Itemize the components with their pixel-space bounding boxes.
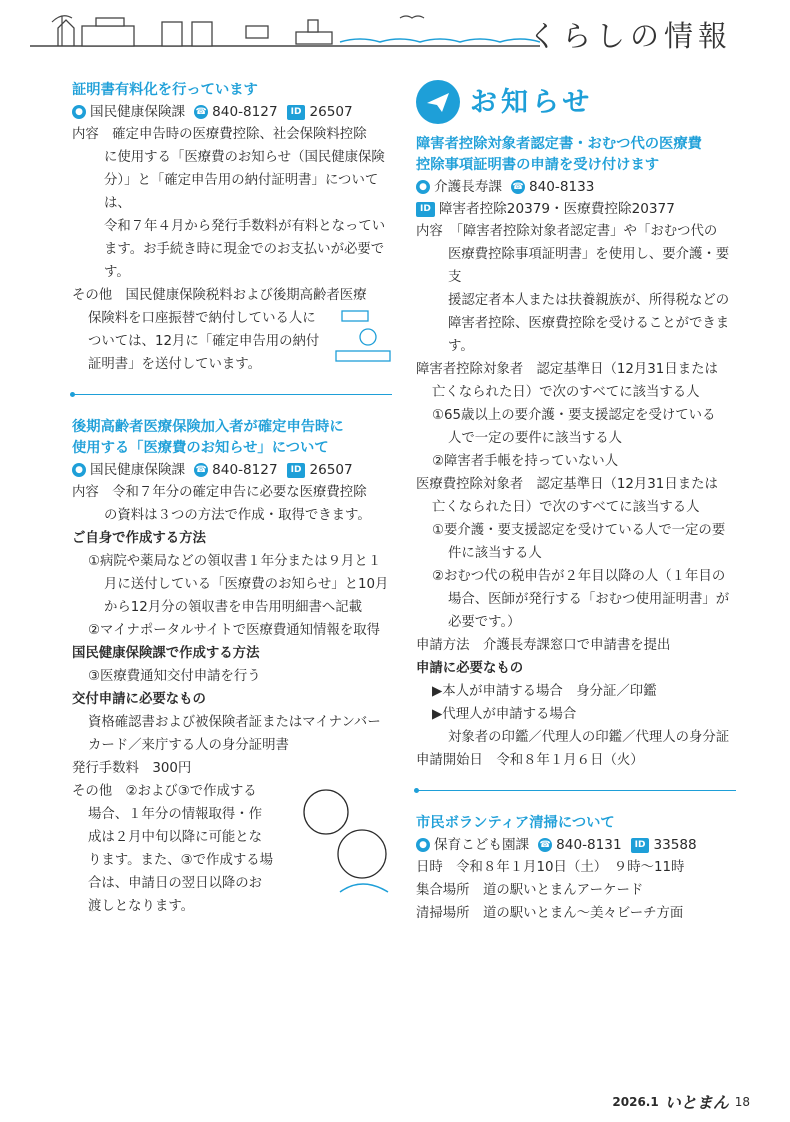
- list-item: 必要です。）: [448, 615, 521, 630]
- page-id: 26507: [309, 462, 353, 478]
- body-text: の資料は３つの方法で作成・取得できます。: [104, 508, 371, 523]
- phone-number[interactable]: 840-8131: [556, 837, 622, 853]
- phone-icon: ☎: [195, 465, 207, 475]
- body-text: 証明書」を送付しています。: [88, 357, 262, 372]
- body-text: 成は２月中旬以降に可能とな: [88, 830, 263, 845]
- body-text: 場合、１年分の情報取得・作: [88, 807, 263, 822]
- body-text: 日時 令和８年１月10日（土） ９時～11時: [416, 860, 685, 875]
- id-search-icon: ID: [631, 838, 650, 853]
- body-text: 援認定者本人または扶養親族が、所得税などの: [448, 293, 730, 308]
- phone-number[interactable]: 840-8127: [212, 104, 278, 120]
- list-item: ▶本人が申請する場合 身分証／印鑑: [432, 684, 657, 699]
- body-text: 亡くなられた日）で次のすべてに該当する人: [432, 385, 700, 400]
- subheading: 国民健康保険課で作成する方法: [72, 646, 260, 661]
- list-item: 対象者の印鑑／代理人の印鑑／代理人の身分証: [448, 730, 730, 745]
- body-text: に使用する「医療費のお知らせ（国民健康保険: [104, 150, 385, 165]
- department: 国民健康保険課: [90, 462, 186, 478]
- page-id: 33588: [653, 837, 697, 853]
- notice-header: [416, 80, 736, 124]
- magazine-logo: いとまん: [664, 1093, 729, 1112]
- body-text: 内容 「障害者控除対象者認定書」や「おむつ代の: [416, 224, 718, 239]
- list-item: ▶代理人が申請する場合: [432, 707, 577, 722]
- body-text: その他 国民健康保険税料および後期高齢者医療: [72, 288, 367, 303]
- article-title: 証明書有料化を行っています: [72, 82, 258, 98]
- list-item: 件に該当する人: [448, 546, 542, 561]
- list-item: 人で一定の要件に該当する人: [448, 431, 623, 446]
- list-item: 月に送付している「医療費のお知らせ」と10月: [104, 577, 389, 592]
- body-text: 医療費控除対象者 認定基準日（12月31日または: [416, 477, 718, 492]
- body-text: カード／来庁する人の身分証明書: [88, 738, 289, 753]
- clerk-counter-illustration: [334, 307, 392, 367]
- phone-number[interactable]: 840-8127: [212, 462, 278, 478]
- article-title: 控除事項証明書の申請を受け付けます: [416, 157, 660, 173]
- body-text: 集合場所 道の駅いとまんアーケード: [416, 883, 644, 898]
- id-line: [416, 198, 736, 220]
- section-divider: [416, 790, 736, 791]
- article-title: 後期高齢者医療保険加入者が確定申告時に: [72, 419, 344, 435]
- body-text: 令和７年４月から発行手数料が有料となってい: [104, 219, 386, 234]
- notice-title: お知らせ: [470, 86, 594, 118]
- person-icon: ●: [416, 180, 430, 194]
- left-column: [72, 80, 392, 918]
- issue-date: 2026.1: [612, 1094, 659, 1109]
- body-text: 渡しとなります。: [88, 899, 195, 914]
- id-search-icon: ID: [287, 105, 306, 120]
- list-item: から12月分の領収書を申告用明細書へ記載: [104, 600, 363, 615]
- list-item: 場合、医師が発行する「おむつ使用証明書」が: [448, 592, 730, 607]
- subheading: ご自身で作成する方法: [72, 531, 206, 546]
- page-footer: [612, 1090, 750, 1113]
- phone-icon: ☎: [195, 107, 207, 117]
- person-icon: ●: [416, 838, 430, 852]
- body-text: 障害者控除、医療費控除を受けることができます。: [448, 316, 730, 354]
- person-icon: ●: [72, 463, 86, 477]
- body-text: 亡くなられた日）で次のすべてに該当する人: [432, 500, 700, 515]
- list-item: ③医療費通知交付申請を行う: [88, 669, 261, 684]
- id-search-icon: ID: [287, 463, 306, 478]
- list-item: ①要介護・要支援認定を受けている人で一定の要: [432, 523, 726, 538]
- body-text: 内容 確定申告時の医療費控除、社会保険料控除: [72, 127, 367, 142]
- department: 介護長寿課: [434, 179, 502, 195]
- right-column: [416, 80, 736, 925]
- person-icon: ●: [72, 105, 86, 119]
- phone-icon: ☎: [539, 840, 551, 850]
- article-title: 使用する「医療費のお知らせ」について: [72, 440, 329, 456]
- body-text: ります。また、③で作成する場: [88, 853, 274, 868]
- body-text: 資格確認書および被保険者証またはマイナンバー: [88, 715, 381, 730]
- body-text: 申請開始日 令和８年１月６日（火）: [416, 753, 644, 768]
- contact-line: [416, 834, 736, 856]
- paper-plane-icon: [416, 80, 460, 124]
- article-title: 市民ボランティア清掃について: [416, 815, 615, 831]
- contact-line: [72, 101, 392, 123]
- body-text: 申請方法 介護長寿課窓口で申請書を提出: [416, 638, 671, 653]
- id-search-icon: ID: [416, 202, 435, 217]
- town-skyline-illustration: [0, 0, 540, 60]
- subheading: 申請に必要なもの: [416, 661, 524, 676]
- section-divider: [72, 394, 392, 395]
- department: 国民健康保険課: [90, 104, 186, 120]
- section-title: くらしの情報: [527, 19, 732, 53]
- body-text: 清掃場所 道の駅いとまん～美々ビーチ方面: [416, 906, 684, 921]
- body-text: 合は、申請日の翌日以降のお: [88, 876, 263, 891]
- subheading: 交付申請に必要なもの: [72, 692, 206, 707]
- list-item: ②おむつ代の税申告が２年目以降の人（１年目の: [432, 569, 726, 584]
- list-item: ②障害者手帳を持っていない人: [432, 454, 619, 469]
- elderly-couple-illustration: [296, 780, 392, 900]
- body-text: 内容 令和７年分の確定申告に必要な医療費控除: [72, 485, 367, 500]
- page-header: [0, 0, 790, 60]
- page-ids: 障害者控除20379・医療費控除20377: [438, 201, 675, 217]
- contact-line: [72, 459, 392, 481]
- body-text: 障害者控除対象者 認定基準日（12月31日または: [416, 362, 718, 377]
- list-item: ①65歳以上の要介護・要支援認定を受けている: [432, 408, 716, 423]
- contact-line: [416, 176, 736, 198]
- page-number: 18: [734, 1094, 750, 1109]
- body-text: 保険料を口座振替で納付している人に: [88, 311, 316, 326]
- body-text: ます。お手続き時に現金でのお支払いが必要です。: [104, 242, 385, 280]
- body-text: ついては、12月に「確定申告用の納付: [88, 334, 320, 349]
- phone-number[interactable]: 840-8133: [528, 179, 595, 195]
- phone-icon: ☎: [512, 182, 524, 192]
- body-text: 医療費控除事項証明書」を使用し、要介護・要支: [448, 247, 730, 285]
- body-text: その他 ②および③で作成する: [72, 784, 257, 799]
- department: 保育こども園課: [434, 837, 530, 853]
- body-text: 分）」と「確定申告用の納付証明書」については、: [104, 173, 379, 211]
- page-id: 26507: [309, 104, 353, 120]
- article-title: 障害者控除対象者認定書・おむつ代の医療費: [416, 136, 702, 152]
- list-item: ②マイナポータルサイトで医療費通知情報を取得: [88, 623, 380, 638]
- fee-line: 発行手数料 300円: [72, 761, 192, 776]
- list-item: ①病院や薬局などの領収書１年分または９月と１: [88, 554, 382, 569]
